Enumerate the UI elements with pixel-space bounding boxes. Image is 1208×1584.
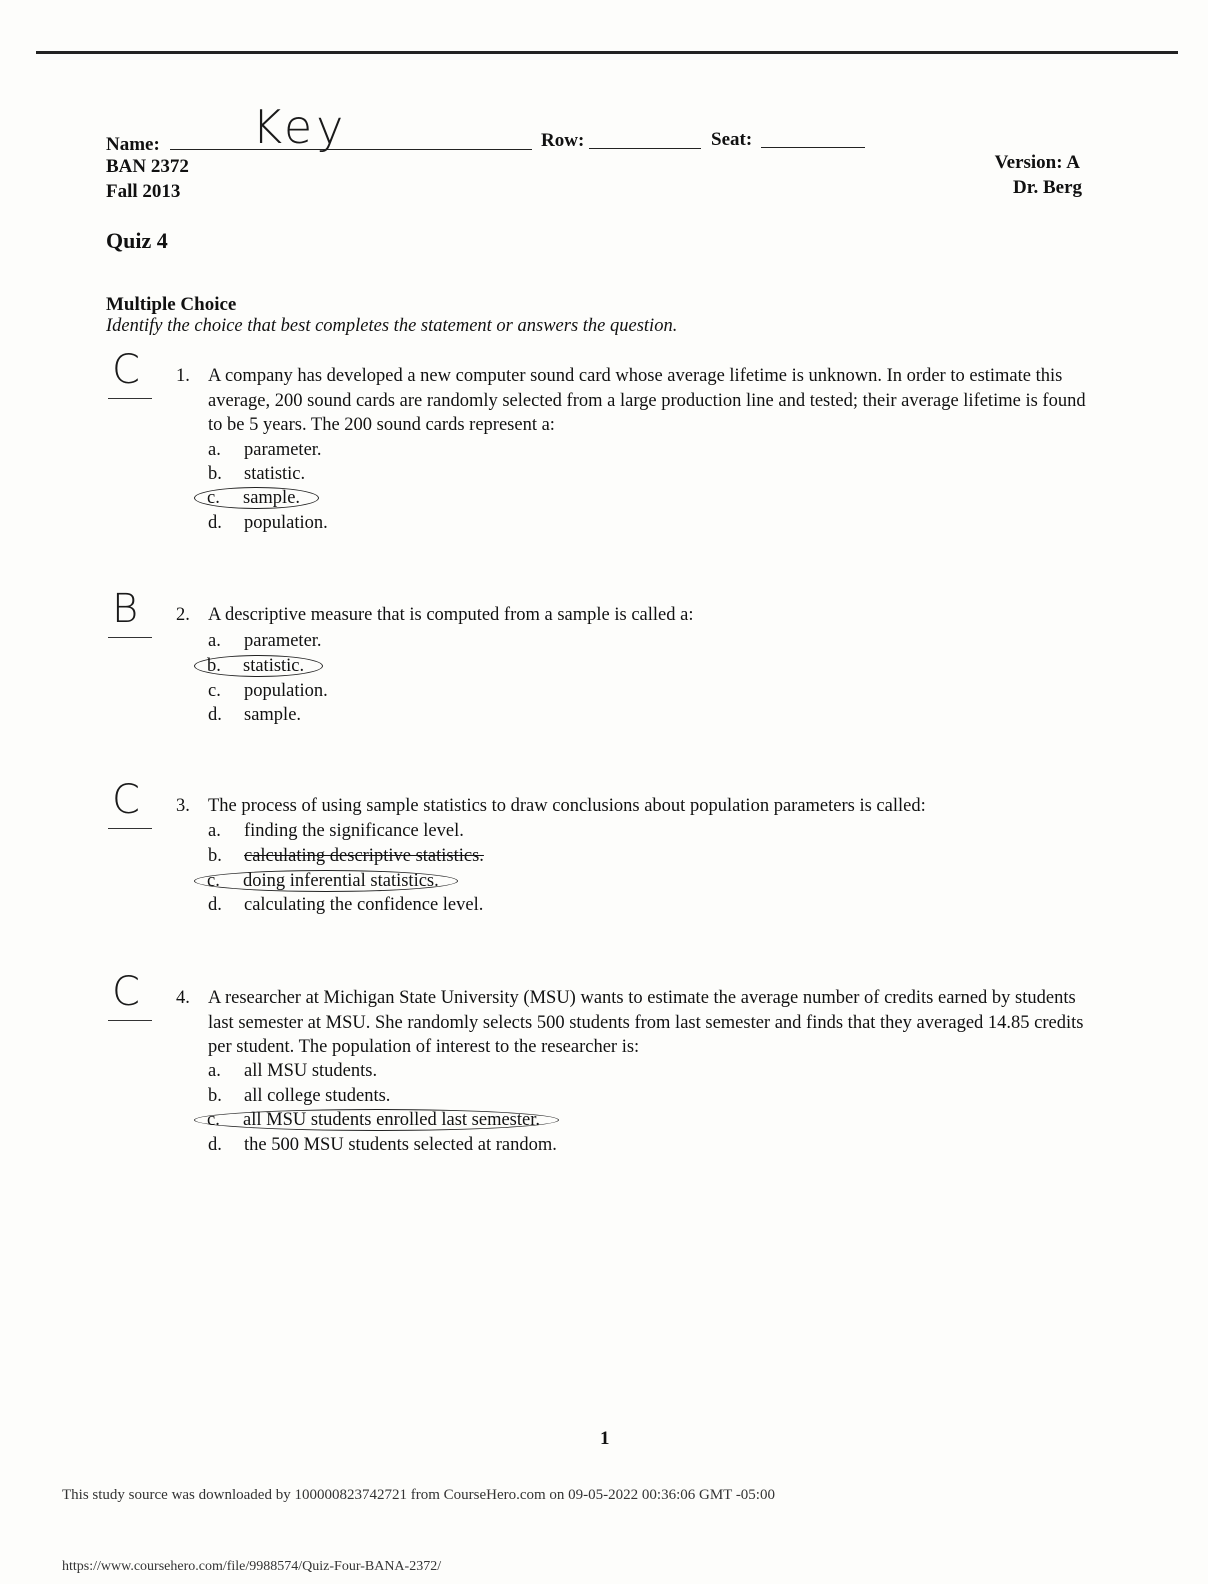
option-d: d. the 500 MSU students selected at random. xyxy=(208,1135,557,1155)
term: Fall 2013 xyxy=(106,181,181,202)
name-line xyxy=(170,131,532,150)
question-stem: A researcher at Michigan State University (MSU) wants to estimate the average number of credits earned by students last semester at MSU. She randomly selects 500 students from last semester and finds that they averaged 14.85 credits per student. The population of interest to the researcher is: xyxy=(208,988,1084,1057)
course-code: BAN 2372 xyxy=(106,156,189,177)
version: Version: A xyxy=(994,152,1080,173)
answer-mark: C xyxy=(112,777,140,823)
seat-line xyxy=(761,129,865,148)
option-a: a. parameter. xyxy=(208,440,322,460)
answer-slot xyxy=(108,586,152,638)
question-2 xyxy=(108,586,1108,728)
question-stem: The process of using sample statistics to draw conclusions about population parameters is called: xyxy=(208,796,926,816)
seat-label: Seat: xyxy=(711,129,753,150)
top-rule xyxy=(36,51,1178,54)
option-a: a. finding the significance level. xyxy=(208,821,464,841)
question-3 xyxy=(108,777,1108,919)
section-title: Multiple Choice xyxy=(106,294,237,315)
question-number: 2. xyxy=(176,605,190,625)
instructor: Dr. Berg xyxy=(1013,177,1082,198)
option-d: d. calculating the confidence level. xyxy=(208,895,484,915)
section-instructions: Identify the choice that best completes the statement or answers the question. xyxy=(106,316,678,336)
option-b: b. statistic. xyxy=(208,464,306,484)
name-value: Key xyxy=(252,100,348,154)
source-note: This study source was downloaded by 100000823742721 from CourseHero.com on 09-05-2022 00:36:06 GMT -05:00 xyxy=(62,1487,775,1503)
option-d: d. sample. xyxy=(208,705,302,725)
question-4 xyxy=(108,969,1108,1161)
option-c: c. doing inferential statistics. xyxy=(208,869,458,893)
question-stem: A descriptive measure that is computed from a sample is called a: xyxy=(208,605,694,625)
name-label: Name: xyxy=(106,134,160,155)
option-c: c. all MSU students enrolled last semester. xyxy=(208,1108,559,1132)
answer-mark: C xyxy=(112,969,140,1015)
question-number: 3. xyxy=(176,796,190,816)
question-number: 1. xyxy=(176,366,190,386)
question-1 xyxy=(108,347,1108,539)
page-number: 1 xyxy=(600,1428,610,1449)
option-c: c. population. xyxy=(208,681,328,701)
question-number: 4. xyxy=(176,988,190,1008)
answer-mark: B xyxy=(112,586,139,632)
row-line xyxy=(589,130,701,149)
quiz-title: Quiz 4 xyxy=(106,228,168,253)
answer-slot xyxy=(108,777,152,829)
option-c: c. sample. xyxy=(208,486,319,510)
question-stem: A company has developed a new computer sound card whose average lifetime is unknown. In order to estimate this average, 200 sound cards are randomly selected from a large production line and tested; their average lifetime is found to be 5 years. The 200 sound cards represent a: xyxy=(208,366,1086,435)
answer-slot xyxy=(108,347,152,399)
option-a: a. all MSU students. xyxy=(208,1061,378,1081)
row-label: Row: xyxy=(541,130,585,151)
source-url[interactable]: https://www.coursehero.com/file/9988574/Quiz-Four-BANA-2372/ xyxy=(62,1559,442,1574)
option-b: b. calculating descriptive statistics. xyxy=(208,846,484,866)
option-b: b. statistic. xyxy=(208,654,323,678)
option-d: d. population. xyxy=(208,513,328,533)
answer-slot xyxy=(108,969,152,1021)
option-a: a. parameter. xyxy=(208,631,322,651)
option-b: b. all college students. xyxy=(208,1086,391,1106)
answer-mark: C xyxy=(112,347,140,393)
